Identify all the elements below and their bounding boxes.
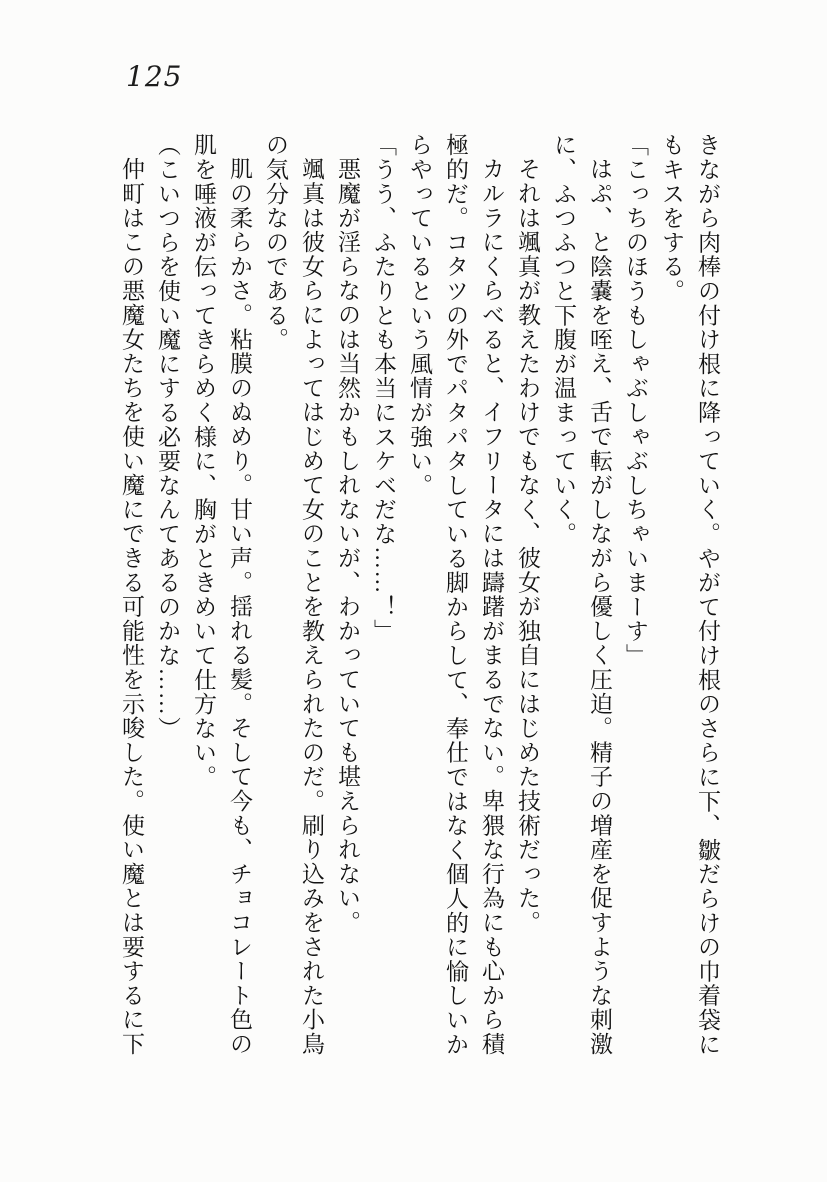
text-column: 「うう、ふたりとも本当にスケベだな……！」 bbox=[371, 133, 396, 644]
text-column: もキスをする。 bbox=[659, 133, 684, 304]
text-column: 「こっちのほうもしゃぶしゃぶしちゃいまーす」 bbox=[623, 133, 648, 668]
text-column: 仲町はこの悪魔女たちを使い魔にできる可能性を示唆した。使い魔とは要するに下 bbox=[119, 157, 144, 1057]
text-column: はぷ、と陰嚢を咥え、舌で転がしながら優しく圧迫。精子の増産を促すような刺激 bbox=[587, 157, 612, 1057]
page-number: 125 bbox=[126, 60, 183, 93]
text-column: きながら肉棒の付け根に降っていく。やがて付け根のさらに下、皺だらけの巾着袋に bbox=[695, 133, 720, 1057]
text-column: それは颯真が教えたわけでもなく、彼女が独自にはじめた技術だった。 bbox=[515, 157, 540, 935]
text-column: 肌を唾液が伝ってきらめく様に、胸がときめいて仕方ない。 bbox=[191, 133, 216, 790]
text-block bbox=[113, 133, 725, 1061]
text-column: 極的だ。コタツの外でパタパタしている脚からして、奉仕ではなく個人的に愉しいか bbox=[443, 133, 468, 1057]
text-column: カルラにくらべると、イフリータには躊躇がまるでない。卑猥な行為にも心から積 bbox=[479, 157, 504, 1057]
text-column: 悪魔が淫らなのは当然かもしれないが、わかっていても堪えられない。 bbox=[335, 157, 360, 935]
text-column: 颯真は彼女らによってはじめて女のことを教えられたのだ。刷り込みをされた小鳥 bbox=[299, 157, 324, 1057]
text-column: （こいつらを使い魔にする必要なんてあるのかな……） bbox=[155, 133, 180, 741]
text-column: らやっているという風情が強い。 bbox=[407, 133, 432, 498]
text-column: に、ふつふつと下腹が温まっていく。 bbox=[551, 133, 576, 547]
text-column: の気分なのである。 bbox=[263, 133, 288, 352]
text-column: 肌の柔らかさ。粘膜のぬめり。甘い声。揺れる髪。そして今も、チョコレート色の bbox=[227, 157, 252, 1057]
